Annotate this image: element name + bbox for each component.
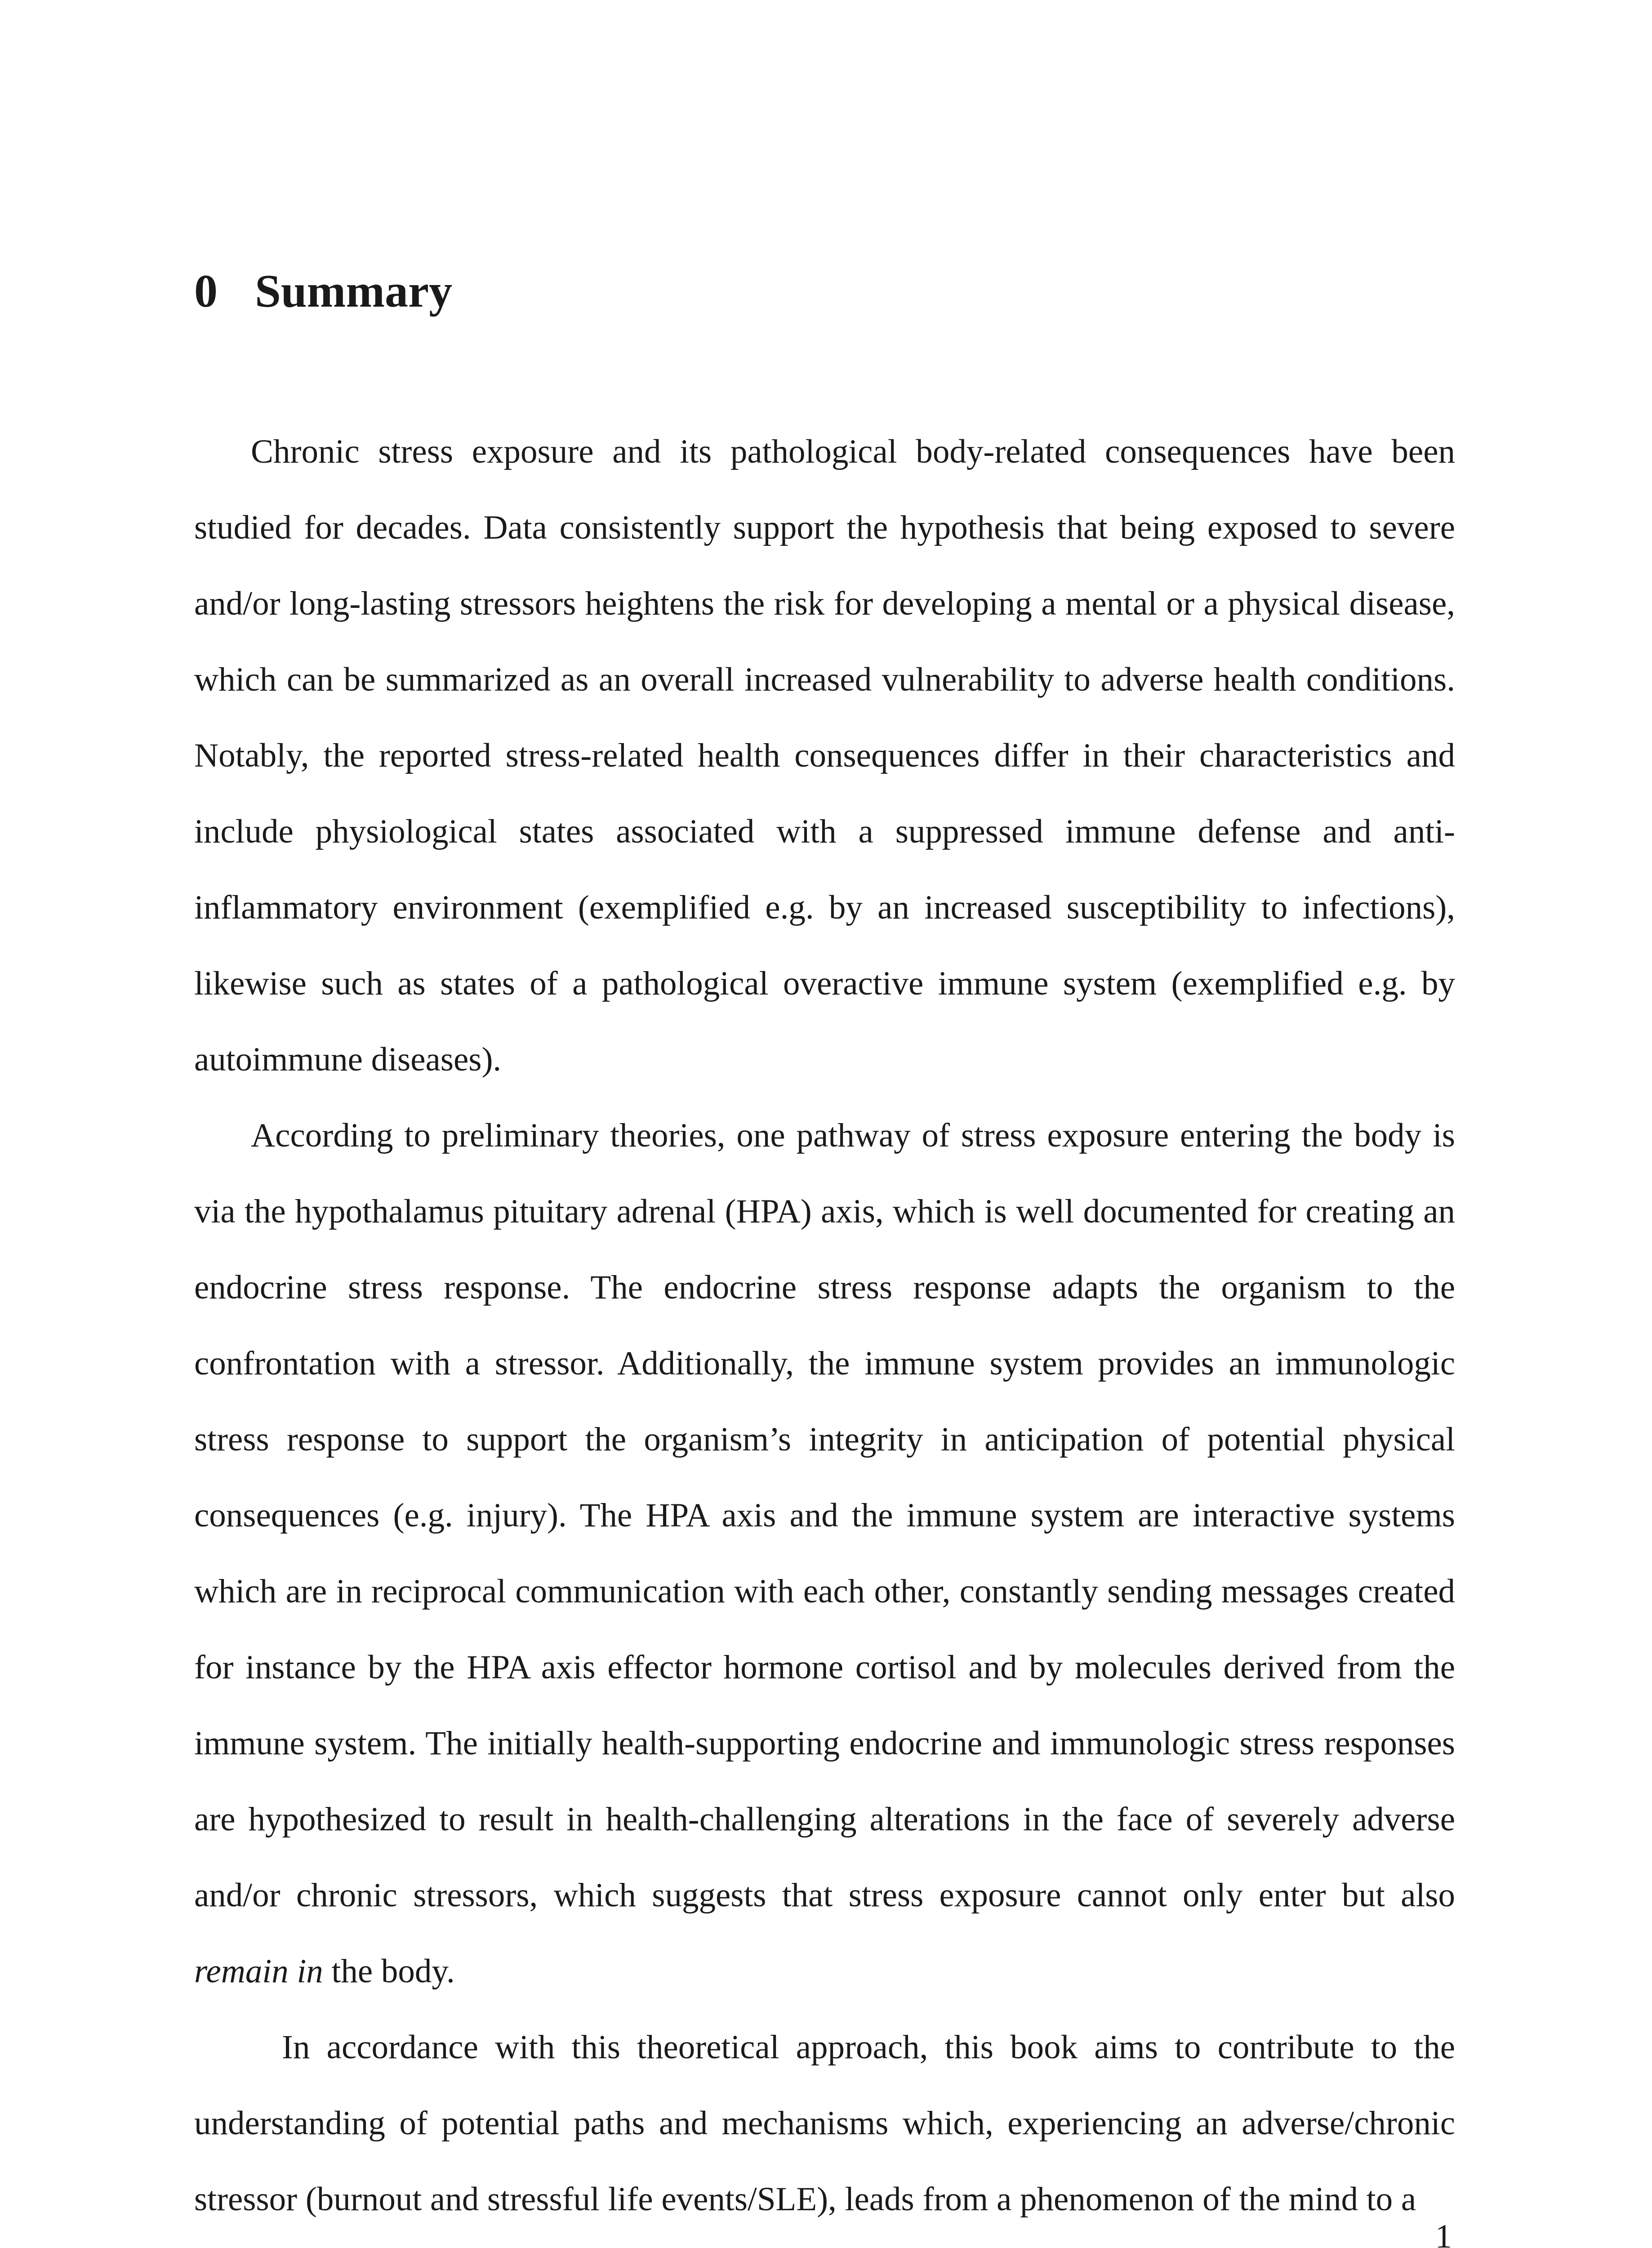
paragraph-3: In accordance with this theoretical approach, this book aims to contribute to the understanding of potential paths and mechanisms which, experiencing an adverse/chronic stressor (burnout and stressful life events/SLE), leads from a phenomenon of the mind to a: [194, 2029, 1455, 2218]
section-number: 0: [194, 265, 218, 317]
section-heading: [194, 263, 452, 320]
paragraph-2-text: According to preliminary theories, one pathway of stress exposure entering the body is via the hypothalamus pituitary adrenal (HPA) axis, which is well documented for creating an endocrine stress response. The endocrine stress response adapts the organism to the confrontation with a stressor. Additionally, the immune system provides an immunologic stress response to support the organism’s integrity in anticipation of potential physical consequences (e.g. injury). The HPA axis and the immune system are interactive systems which are in reciprocal communication with each other, constantly sending messages created for instance by the HPA axis effector hormone cortisol and by molecules derived from the immune system. The initially health-supporting endocrine and immunologic stress responses are hypothesized to result in health-challenging alterations in the face of severely adverse and/or chronic stressors, which suggests that stress exposure cannot only enter but also: [194, 1117, 1455, 1914]
body-text: [194, 414, 1455, 2237]
paragraph-1: Chronic stress exposure and its pathological body-related consequences have been studied for decades. Data consistently support the hypothesis that being exposed to severe and/or long-lasting stressors heightens the risk for developing a mental or a physical disease, which can be summarized as an overall increased vulnerability to adverse health conditions. Notably, the reported stress-related health consequences differ in their characteristics and include physiological states associated with a suppressed immune defense and anti-inflammatory environment (exemplified e.g. by an increased susceptibility to infections), likewise such as states of a pathological overactive immune system (exemplified e.g. by autoimmune diseases).: [194, 433, 1455, 1078]
paragraph-2: [194, 1097, 1455, 2009]
paragraph-2-end: the body.: [331, 1953, 455, 1990]
paragraph-2-italic: remain in: [194, 1953, 323, 1990]
page-number: 1: [1435, 2218, 1452, 2248]
section-title: Summary: [255, 265, 453, 317]
